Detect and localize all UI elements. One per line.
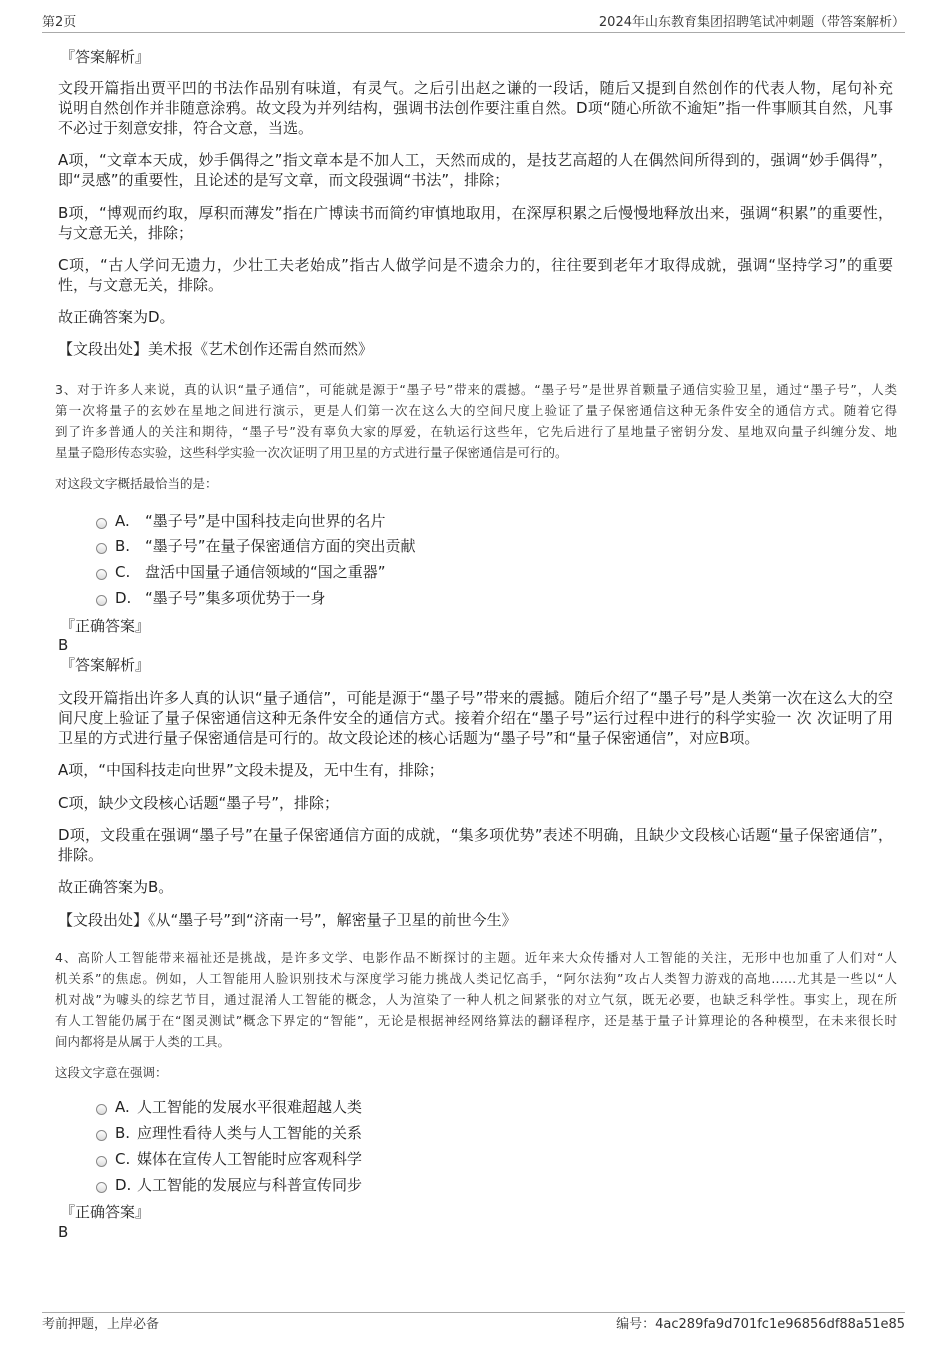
option-a-analysis: A项，“中国科技走向世界”文段未提及，无中生有，排除； bbox=[58, 761, 444, 779]
text-line: 有人工智能仍属于在“图灵测试”概念下界定的“智能”，无论是根据神经网络算法的翻译程序，还是基于量子计算理论的各种模型，在未来很长时 bbox=[55, 1013, 897, 1028]
prompt-text: 这段文字意在强调： bbox=[55, 1065, 168, 1080]
option-text: 盘活中国量子通信领域的“国之重器” bbox=[145, 563, 386, 581]
option-b[interactable] bbox=[96, 536, 416, 556]
document-title: 2024年山东教育集团招聘笔试冲刺题（带答案解析） bbox=[598, 15, 905, 30]
option-text: “墨子号”是中国科技走向世界的名片 bbox=[145, 512, 386, 530]
text-line: 性，与文意无关，排除。 bbox=[58, 276, 224, 294]
option-a[interactable] bbox=[96, 511, 386, 531]
analysis-paragraph bbox=[58, 78, 893, 138]
radio-button[interactable] bbox=[96, 1156, 107, 1167]
text-line: B项，“博观而约取，厚积而薄发”指在广博读书而简约审慎地取用，在深厚积累之后慢慢地释放出来，强调“积累”的重要性， bbox=[58, 204, 893, 222]
option-a[interactable] bbox=[96, 1097, 362, 1117]
option-label: D. bbox=[115, 1176, 132, 1194]
text-line: A项，“文章本天成，妙手偶得之”指文章本是不加人工，天然而成的，是技艺高超的人在偶然间所得到的，强调“妙手偶得”， bbox=[58, 151, 893, 169]
text-line: 排除。 bbox=[58, 846, 104, 864]
option-label: D. bbox=[115, 589, 132, 607]
text-line: D项，文段重在强调“墨子号”在量子保密通信方面的成就，“集多项优势”表述不明确，且缺少文段核心话题“量子保密通信”， bbox=[58, 826, 893, 844]
radio-button[interactable] bbox=[96, 1104, 107, 1115]
correct-answer-heading: 『正确答案』 bbox=[60, 617, 151, 635]
analysis-heading: 『答案解析』 bbox=[60, 48, 151, 66]
source: 【文段出处】《从“墨子号”到“济南一号”，解密量子卫星的前世今生》 bbox=[58, 911, 517, 929]
option-a-analysis bbox=[58, 150, 893, 190]
text-line: 不必过于刻意安排，符合文意，当选。 bbox=[58, 119, 314, 137]
radio-button[interactable] bbox=[96, 1182, 107, 1193]
text-line: 说明自然创作并非随意涂鸦。故文段为并列结构，强调书法创作要注重自然。D项“随心所欲不逾矩”指一件事顺其自然，凡事 bbox=[58, 99, 893, 117]
text-line: 机关系”的焦虑。例如，人工智能用人脸识别技术与深度学习能力挑战人类记忆高手，“阿尔法狗”攻占人类智力游戏的高地……尤其是一些以“人 bbox=[55, 971, 897, 986]
text-line: 文段开篇指出贾平凹的书法作品别有味道，有灵气。之后引出赵之谦的一段话，随后又提到自然创作的代表人物，尾句补充 bbox=[58, 79, 893, 97]
text-line: C项，“古人学问无遗力，少壮工夫老始成”指古人做学问是不遗余力的，往往要到老年才取得成就，强调“坚持学习”的重要 bbox=[58, 256, 893, 274]
page-number: 第2页 bbox=[42, 15, 77, 30]
text-line: 机对战”为噱头的综艺节目，通过混淆人工智能的概念，人为渲染了一种人机之间紧张的对立气氛，既无必要，也缺乏科学性。事实上，现在所 bbox=[55, 992, 897, 1007]
correct-answer: B bbox=[58, 1223, 69, 1241]
analysis-heading: 『答案解析』 bbox=[60, 656, 151, 674]
question-3-text bbox=[55, 379, 897, 463]
option-d[interactable] bbox=[96, 1175, 362, 1195]
prompt-text: 对这段文字概括最恰当的是： bbox=[55, 476, 218, 491]
option-text: 媒体在宣传人工智能时应客观科学 bbox=[137, 1150, 363, 1168]
text-line: 第一次将量子的玄妙在星地之间进行演示，更是人们第一次在这么大的空间尺度上验证了量子保密通信这种无条件安全的通信方式。随着它得 bbox=[55, 403, 897, 418]
radio-button[interactable] bbox=[96, 595, 107, 606]
option-label: A. bbox=[115, 512, 130, 530]
option-text: 应理性看待人类与人工智能的关系 bbox=[137, 1124, 363, 1142]
conclusion: 故正确答案为B。 bbox=[58, 878, 174, 896]
option-label: A. bbox=[115, 1098, 130, 1116]
option-label: C. bbox=[115, 563, 131, 581]
text-line: 间内都将是从属于人类的工具。 bbox=[55, 1034, 231, 1049]
option-c[interactable] bbox=[96, 1149, 362, 1169]
option-b[interactable] bbox=[96, 1123, 362, 1143]
question-4-text bbox=[55, 947, 897, 1052]
radio-button[interactable] bbox=[96, 569, 107, 580]
option-text: “墨子号”集多项优势于一身 bbox=[145, 589, 326, 607]
footer-slogan: 考前押题，上岸必备 bbox=[42, 1317, 160, 1332]
text-line: 4、高阶人工智能带来福祉还是挑战，是许多文学、电影作品不断探讨的主题。近年来大众传播对人工智能的关注，无形中也加重了人们对“人 bbox=[55, 950, 897, 965]
option-c[interactable] bbox=[96, 562, 386, 582]
text-line: 星量子隐形传态实验，这些科学实验一次次证明了用卫星的方式进行量子保密通信是可行的。 bbox=[55, 445, 568, 460]
radio-button[interactable] bbox=[96, 1130, 107, 1141]
document-id: 编号：4ac289fa9d701fc1e96856df88a51e85 bbox=[616, 1317, 905, 1332]
option-label: B. bbox=[115, 537, 131, 555]
correct-answer: B bbox=[58, 636, 69, 654]
question-4-prompt bbox=[55, 1062, 897, 1083]
header-divider bbox=[42, 32, 905, 33]
option-label: C. bbox=[115, 1150, 131, 1168]
option-d[interactable] bbox=[96, 588, 326, 608]
option-c-analysis bbox=[58, 255, 893, 295]
text-line: 卫星的方式进行量子保密通信是可行的。故文段论述的核心话题为“墨子号”和“量子保密通信”，对应B项。 bbox=[58, 729, 760, 747]
option-text: “墨子号”在量子保密通信方面的突出贡献 bbox=[145, 537, 416, 555]
conclusion: 故正确答案为D。 bbox=[58, 308, 175, 326]
option-text: 人工智能的发展水平很难超越人类 bbox=[137, 1098, 363, 1116]
text-line: 3、对于许多人来说，真的认识“量子通信”，可能就是源于“墨子号”带来的震撼。“墨子号”是世界首颗量子通信实验卫星，通过“墨子号”，人类 bbox=[55, 382, 897, 397]
text-line: 即“灵感”的重要性，且论述的是写文章，而文段强调“书法”，排除； bbox=[58, 171, 510, 189]
option-c-analysis: C项，缺少文段核心话题“墨子号”，排除； bbox=[58, 794, 340, 812]
option-label: B. bbox=[115, 1124, 131, 1142]
option-b-analysis bbox=[58, 203, 893, 243]
text-line: 到了许多普通人的关注和期待，“墨子号”没有辜负大家的厚爱，在轨运行这些年，它先后进行了星地量子密钥分发、星地双向量子纠缠分发、地 bbox=[55, 424, 897, 439]
question-3-prompt bbox=[55, 473, 897, 494]
source: 【文段出处】美术报《艺术创作还需自然而然》 bbox=[58, 340, 374, 358]
radio-button[interactable] bbox=[96, 543, 107, 554]
text-line: 间尺度上验证了量子保密通信这种无条件安全的通信方式。接着介绍在“墨子号”运行过程中进行的科学实验一 次 次证明了用 bbox=[58, 709, 893, 727]
text-line: 与文意无关，排除； bbox=[58, 224, 194, 242]
text-line: 文段开篇指出许多人真的认识“量子通信”，可能是源于“墨子号”带来的震撼。随后介绍了“墨子号”是人类第一次在这么大的空 bbox=[58, 689, 893, 707]
correct-answer-heading: 『正确答案』 bbox=[60, 1203, 151, 1221]
option-d-analysis bbox=[58, 825, 893, 865]
option-text: 人工智能的发展应与科普宣传同步 bbox=[137, 1176, 363, 1194]
radio-button[interactable] bbox=[96, 518, 107, 529]
analysis-paragraph bbox=[58, 688, 893, 748]
